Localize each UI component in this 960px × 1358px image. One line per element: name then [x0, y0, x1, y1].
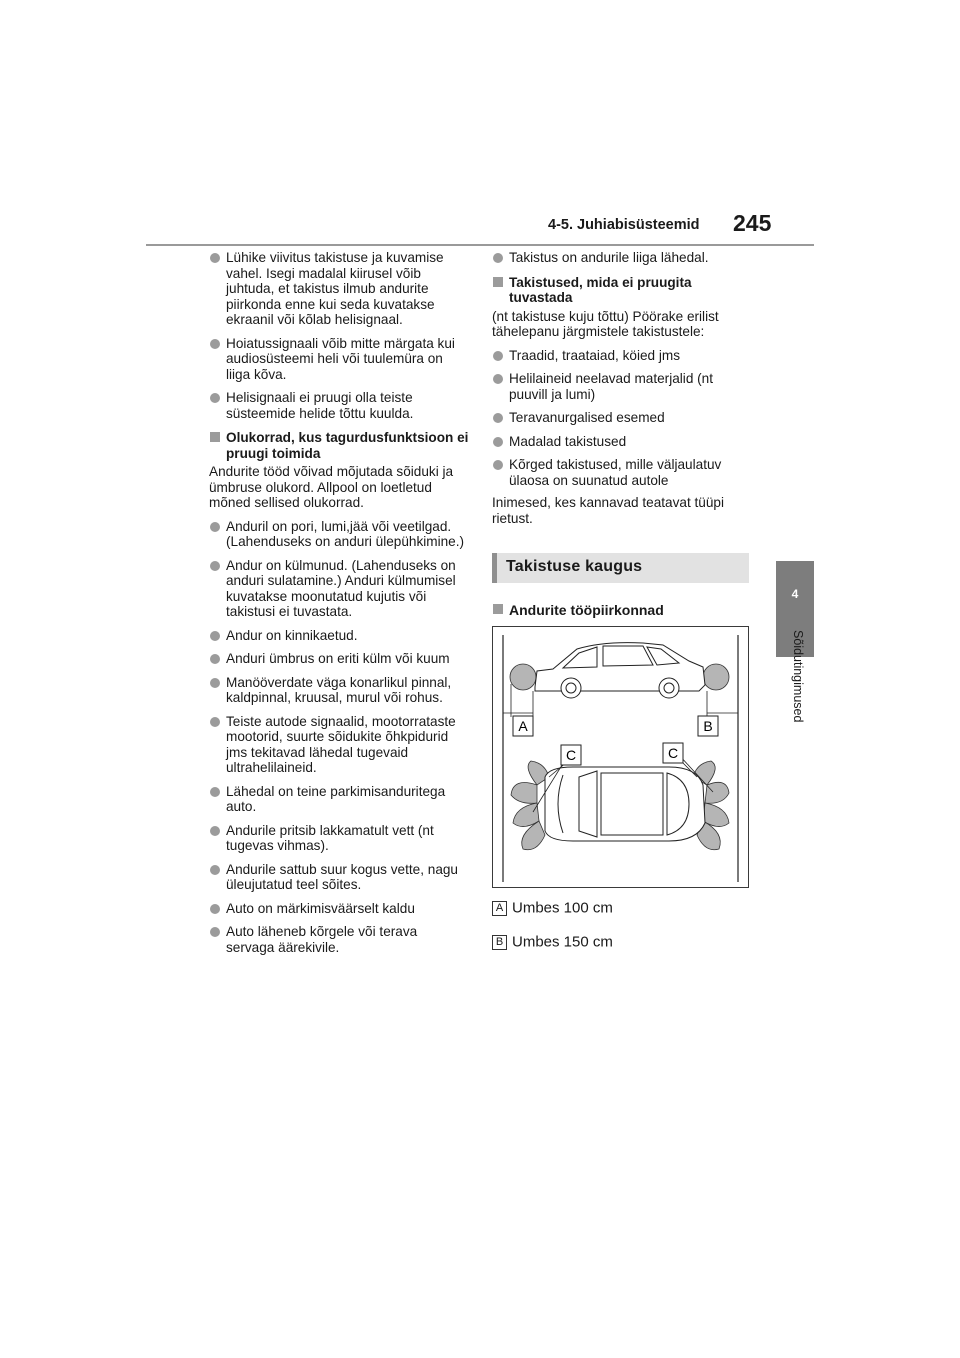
list-item: Lühike viivitus takistuse ja kuvamise vahel. Isegi madalal kiirusel võib juhtuda, et takistus ilmub andurite piirkonda enne kui seda kuvatakse ekraanil või kõlab helisignaal.: [209, 250, 469, 328]
subheading: Takistused, mida ei pruugita tuvastada: [492, 275, 752, 306]
legend-item-b: [492, 933, 613, 951]
sensor-range-illustration: [492, 626, 749, 888]
label-a: A: [518, 718, 528, 734]
label-b: B: [703, 718, 713, 734]
list-item: Auto on märkimisväärselt kaldu: [209, 901, 469, 917]
list-item: Andurile pritsib lakkamatult vett (nt tugevas vihmas).: [209, 823, 469, 854]
legend-key-b: B: [492, 935, 507, 950]
list-item: Teiste autode signaalid, mootorrataste mootorid, suurte sõidukite õhkpidurid jms tekitavad lähedal tugevaid ultrahelilaineid.: [209, 714, 469, 776]
list-item: Anduril on pori, lumi,jää või veetilgad. (Lahenduseks on anduri ülepühkimine.): [209, 519, 469, 550]
list-item: Anduri ümbrus on eriti külm või kuum: [209, 651, 469, 667]
rear-zone-1: [511, 783, 537, 804]
rear-sensor-zone: [510, 664, 536, 690]
list-item: Takistus on andurile liiga lähedal.: [492, 250, 752, 266]
chapter-number: 4: [791, 587, 799, 601]
subheading-sensor-zones: Andurite tööpiirkonnad: [492, 602, 769, 618]
paragraph: Inimesed, kes kannavad teatavat tüüpi rietust.: [492, 495, 724, 526]
legend-text-b: Umbes 150 cm: [512, 933, 613, 951]
list-item: Kõrged takistused, mille väljaulatuv ülaosa on suunatud autole: [492, 457, 752, 488]
list-item: Andurile sattub suur kogus vette, nagu üleujutatud teel sõites.: [209, 862, 469, 893]
section-heading: Takistuse kaugus: [506, 558, 643, 575]
list-item: Helilaineid neelavad materjalid (nt puuvill ja lumi): [492, 371, 752, 402]
list-item: Andur on külmunud. (Lahenduseks on anduri sulatamine.) Anduri külmumisel kuvatakse moonutatud kujutis või takistusi ei tuvastata.: [209, 558, 469, 620]
left-column: [209, 250, 469, 955]
label-c1: C: [565, 747, 577, 763]
list-item: Teravanurgalised esemed: [492, 410, 752, 426]
list-item: Lähedal on teine parkimisanduritega auto.: [209, 784, 469, 815]
legend-text-a: Umbes 100 cm: [512, 899, 613, 917]
chapter-label: Sõidutingimused: [791, 630, 805, 723]
front-sensor-zone: [703, 664, 729, 690]
section-title-header: 4-5. Juhiabisüsteemid: [548, 217, 700, 233]
right-column: [492, 250, 752, 526]
rear-zone-2: [513, 803, 539, 827]
list-item: Traadid, traataiad, köied jms: [492, 348, 752, 364]
list-item: Auto läheneb kõrgele või terava servaga äärekivile.: [209, 924, 469, 955]
subheading: Olukorrad, kus tagurdusfunktsioon ei pruugi toimida: [209, 430, 469, 461]
paragraph: (nt takistuse kuju tõttu) Pöörake erilist tähelepanu järgmistele takistustele:: [492, 308, 719, 339]
sensor-diagram: [493, 627, 750, 889]
list-item: Madalad takistused: [492, 434, 752, 450]
list-item: Andur on kinnikaetud.: [209, 628, 469, 644]
car-side-view: [535, 643, 705, 698]
front-zone-2: [705, 782, 729, 803]
list-item: Manööverdate väga konarlikul pinnal, kaldpinnal, kruusal, murul või rohus.: [209, 675, 469, 706]
label-c2: C: [667, 745, 679, 761]
section-heading-box: [492, 553, 749, 583]
legend-key-a: A: [492, 901, 507, 916]
list-item: Helisignaali ei pruugi olla teiste süsteemide helide tõttu kuulda.: [209, 390, 469, 421]
list-item: Hoiatussignaali võib mitte märgata kui audiosüsteemi heli või tuulemüra on liiga kõva.: [209, 336, 469, 383]
page-number: 245: [733, 210, 772, 236]
header-divider: [146, 244, 814, 246]
car-top-view: [545, 767, 705, 841]
legend-item-a: [492, 899, 613, 917]
paragraph: Andurite tööd võivad mõjutada sõiduki ja ümbruse olukord. Allpool on loetletud mõned sellised olukorrad.: [209, 464, 454, 510]
